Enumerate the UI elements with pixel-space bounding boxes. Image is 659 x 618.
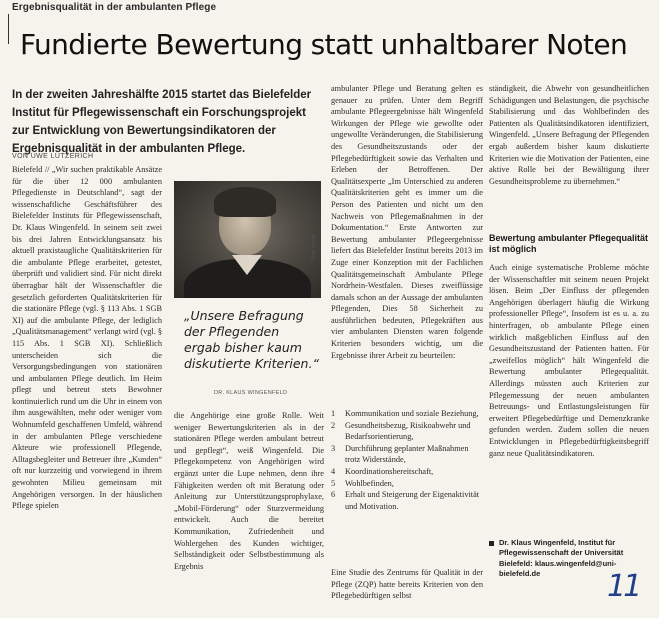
list-text: Gesundheitsbezug, Risikoabwehr und Bedarfsorientierung, xyxy=(345,420,471,442)
list-item xyxy=(331,443,483,466)
article-kicker: Ergebnisqualität in der ambulanten Pflege xyxy=(12,2,217,13)
author-info-text: Dr. Klaus Wingenfeld, Institut für Pflegewissenschaft der Universität Bielefeld: klaus.wingenfeld@uni-bielefeld.de xyxy=(499,538,624,578)
portrait-photo xyxy=(174,181,321,298)
body-column-3 xyxy=(331,83,483,361)
body-column-1 xyxy=(12,164,162,512)
list-number: 2 xyxy=(331,420,336,430)
list-item xyxy=(331,478,483,490)
list-item xyxy=(331,466,483,478)
list-number: 1 xyxy=(331,409,336,418)
list-item xyxy=(331,420,483,443)
criteria-list xyxy=(331,408,483,512)
list-text: Erhalt und Steigerung der Eigenaktivität und Motivation. xyxy=(345,490,480,511)
body-text: Eine Studie des Zentrums für Qualität in der Pflege (ZQP) hatte bereits Kriterien von den Pflegebedürftigen selbst xyxy=(331,568,483,601)
list-number: 3 xyxy=(331,443,336,453)
list-text: Wohlbefinden, xyxy=(345,478,394,488)
photo-credit: Foto: privat xyxy=(311,234,317,260)
body-column-4-continued xyxy=(489,262,649,459)
photo-hair xyxy=(214,187,276,217)
bullet-square-icon xyxy=(489,541,494,546)
body-column-2 xyxy=(174,410,324,572)
list-number: 4 xyxy=(331,466,336,476)
body-column-4 xyxy=(489,83,649,187)
pull-quote-source: DR. KLAUS WINGENFELD xyxy=(214,390,288,396)
body-text: ambulanter Pflege und Beratung gelten es genauer zu prüfen. Unter dem Begriff ambulante Pflegeergebnisse hält Wingenfeld Wirkungen der Pflege wie gewollte oder ungewollte Veränderungen, die Stabilisierung des Gesundheitszustands oder der Pflegebedürftigkeit sowie das Verhalten und Erleben der Betroffenen. Der Qualitätsexperte „Im Unterschied zu anderen Qualitätskriterien geht es immer um die Person des Patienten und nicht um den Nachweis von Pflegemaßnahmen in der Dokumentation.“ Erste Antworten zur Bewertung ambulanter Pflegeergebnisse liefert das Bielefelder Institut bereits 2013 im Zuge einer Konzeption mit der Fachlichen Qualitätsgemeinschaft Ambulante Pflege Nordrhein-Westfalen. Dieses zweiflüssige damals schon an der Aussage der ambulanten Pflegenden, Dies 58 Sicherheit zu ausführlichen bedeuten, Pflegekräften aus vier ambulanten Diensten waren folgende Kriterien besonders wichtig, um die Ergebnisse ihrer Arbeit zu beurteilen: xyxy=(331,84,483,360)
body-text: ständigkeit, die Abwehr von gesundheitlichen Schädigungen und Belastungen, die psychische Stabilisierung und das Wohlbefinden des Patienten als Qualitätsindikatoren identifiziert, Wingenfeld. „Unsere Befragung der Pflegenden ergab außerdem bisher kaum diskutierte Kriterien wie die Motivation der Patienten, eine aktive Rolle bei der Bewältigung ihrer Gesundheitsprobleme zu übernehmen.“ xyxy=(489,84,649,186)
body-column-3-continued xyxy=(331,567,483,602)
list-item xyxy=(331,489,483,512)
list-number: 5 xyxy=(331,478,336,488)
kicker-rule xyxy=(8,14,15,44)
subheading: Bewertung ambulanter Pflegequalität ist möglich xyxy=(489,233,649,254)
body-text: Bielefeld // „Wir suchen praktikable Ansätze für die über 12 000 ambulanten Pflegedienste in Deutschland“, sagt der wissenschaftliche Geschäftsführer des Bielefelder Instituts für Pflegewissenschaft, Dr. Klaus Wingenfeld. In seinem seit zwei bis drei Jahren Entwicklungsansatz bis aktuell praxistaugliche Qualitätskriterien für die ambulante Pflege erarbeitet, getestet, überprüft und validiert sind. Für nicht direkt überragbar hält der Wissenschaftler die gesetzlich geforderten Qualitätskriterien für die stationäre Pflege (vgl. § 113 Abs. 1 SGB XI) auf die ambulante Pflege, der lediglich „Qualitätsmanagement“ verlangt wird (vgl. § 115 Abs. 1 SGB XI). Schließlich unterscheiden sich die Versorgungsbedingungen von stationären und ambulanten Pflege deutlich. Im Heim pflegt und betreut stets Bewohner kontinuierlich rund um die Uhr in einem von ihm ausgewählten, mehr oder weniger vom Wohnumfeld geschaffenen Umfeld, während in der ambulanten Pflege verschiedene Akteure wie professionell Pflegende, Alltagsbegleiter und Betreuer ihre „Kunden“ oft nur kurzzeitig und vorwiegend in ihrem gewohnten Milieu gemeinsam mit Angehörigen versorgen. In der häuslichen Pflege spielen xyxy=(12,165,162,511)
handwritten-page-number: 11 xyxy=(607,569,640,604)
pull-quote-text: „Unsere Befragung der Pflegenden ergab bisher kaum diskutierte Kriterien.“ xyxy=(184,308,319,371)
lead-paragraph: In der zweiten Jahreshälfte 2015 startet das Bielefelder Institut für Pflegewissenschaft ein Forschungsprojekt zur Entwicklung von Bewertungsindikatoren der Ergebnisqualität in der ambulanten Pflege. xyxy=(12,89,312,155)
body-text: die Angehörige eine große Rolle. Weit weniger Bewertungskriterien als in der stationären Pflege werden ambulant betreut und gepflegt“, weiß Wingenfeld. Die Pflegekompetenz von Angehörigen wird ergänzt unter die Lupe nehmen, denn ihre Fähigkeiten werden oft mit Beratung oder Anleitung zur Unterstützungsprophylaxe, „Mobil-Förderung“ oder Sturzvermeidung entwickelt. Auch die bereitet Kommunikation, Zufriedenheit und Wohlergehen des Kunden wichtiger, Selbständigkeit oder Selbstbestimmung als Ergebnis xyxy=(174,411,324,571)
pull-quote xyxy=(174,300,321,400)
byline: VON UWE LÜTZERICH xyxy=(12,153,94,160)
list-number: 6 xyxy=(331,490,336,500)
list-text: Kommunikation und soziale Beziehung, xyxy=(345,409,479,418)
list-text: Durchführung geplanter Maßnahmen trotz Widerstände, xyxy=(345,443,469,465)
body-text: Auch einige systematische Probleme möchte der Wissenschaftler mit seinem neuen Projekt lösen. Beim „Der Einfluss der pflegenden Angehörigen überlagert häufig die Wirkung professioneller Pflege“, Insofern ist es u. a. zu hinterfragen, ob ambulante Pflege einen wirklich maßgeblichen Einfluss auf den Gesundheitszustand der Patienten hatten. Für „zweifellos möglich“ hält Wingenfeld die Bewertung ambulanter Pflegequalität. Allerdings müssten auch Kriterien zur Pflegemessung der neuen ambulanten Betreuungs- und Entlastungsleistungen für erweitert Pflegebedürftige und Demenzkranke gefunden werden. Zudem sollen die neuen Entwicklungen in Pflegebedürftigkeitsbegriff ganz neue Qualitätsindikatoren. xyxy=(489,263,649,458)
list-text: Koordinationsbereitschaft, xyxy=(345,466,434,476)
list-item xyxy=(331,408,483,420)
headline: Fundierte Bewertung statt unhaltbarer Noten xyxy=(20,28,628,61)
